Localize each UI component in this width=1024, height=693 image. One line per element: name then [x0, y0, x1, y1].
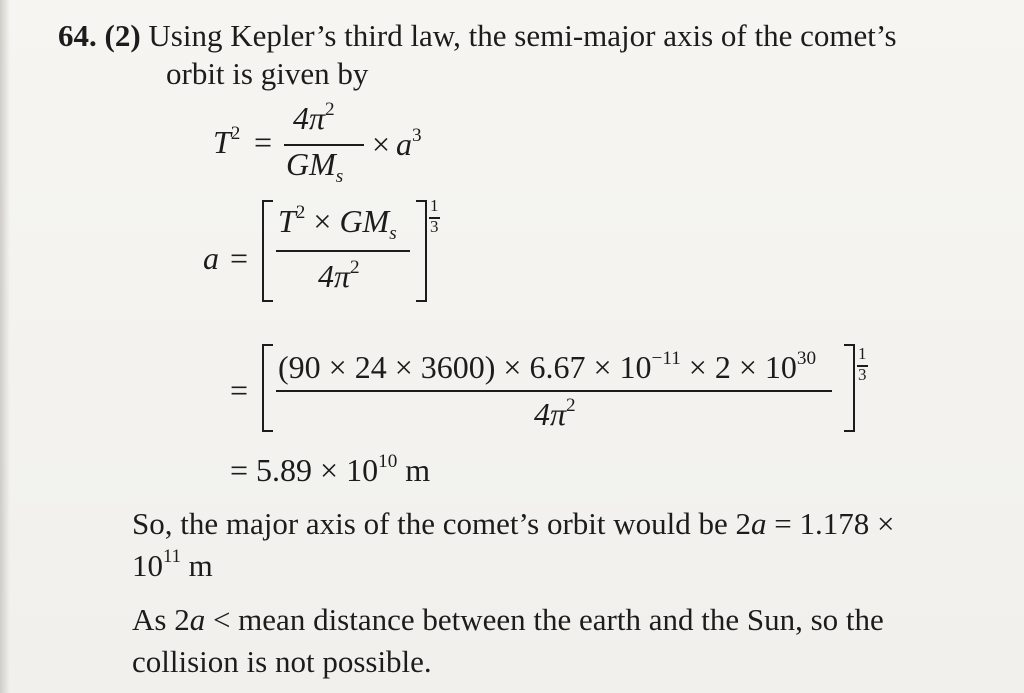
- eq2-power-numerator: 1: [430, 196, 439, 215]
- eq2-lhs: a: [203, 240, 219, 276]
- eq2-denominator: $4\pi^2$: [318, 256, 360, 294]
- equation-result: = $5.89 \times 10^{10}$ m: [230, 450, 431, 488]
- eq3-power-denominator: 3: [858, 365, 867, 384]
- eq2-left-bracket: [262, 200, 273, 302]
- eq1-rhs: $a^3$: [396, 124, 422, 162]
- question-header: [58, 18, 897, 54]
- eq3-equals: =: [230, 372, 249, 408]
- question-intro-line1: Using Kepler’s third law, the semi-major axis of the comet’s: [148, 18, 897, 53]
- eq3-right-bracket: [844, 344, 855, 432]
- eq3-denominator: $4\pi^2$: [534, 394, 576, 432]
- eq1-times: ×: [372, 126, 391, 162]
- eq2-fraction-bar: [276, 250, 410, 252]
- question-number: 64.: [58, 18, 97, 53]
- eq1-lhs: $T^2$: [213, 122, 241, 160]
- eq1-denominator: $GM_s$: [286, 146, 344, 187]
- eq3-power-numerator: 1: [858, 344, 867, 363]
- eq1-equals: =: [254, 124, 273, 160]
- eq1-numerator: $4\pi^2$: [293, 98, 335, 136]
- collision-line1: As 2a < mean distance between the earth and the Sun, so the: [132, 602, 884, 637]
- eq3-numerator: $(90 \times 24 \times 3600) \times 6.67 \times 10^{-11} \times 2 \times 10^{30}$: [278, 347, 817, 385]
- major-axis-line1: So, the major axis of the comet’s orbit would be 2a = 1.178 ×: [132, 506, 895, 541]
- eq2-power-denominator: 3: [430, 217, 439, 236]
- eq2-right-bracket: [416, 200, 427, 302]
- answer-option: (2): [104, 18, 141, 53]
- page-edge-shadow: [0, 0, 10, 693]
- eq3-left-bracket: [262, 344, 273, 432]
- collision-line2: collision is not possible.: [132, 644, 432, 679]
- major-axis-line2: $10^{11}$ m: [132, 546, 213, 583]
- eq3-fraction-bar: [276, 390, 832, 392]
- eq2-numerator: $T^2 \times GM_s$: [278, 201, 397, 244]
- question-intro-line2: orbit is given by: [166, 56, 369, 91]
- eq2-equals: =: [230, 240, 249, 276]
